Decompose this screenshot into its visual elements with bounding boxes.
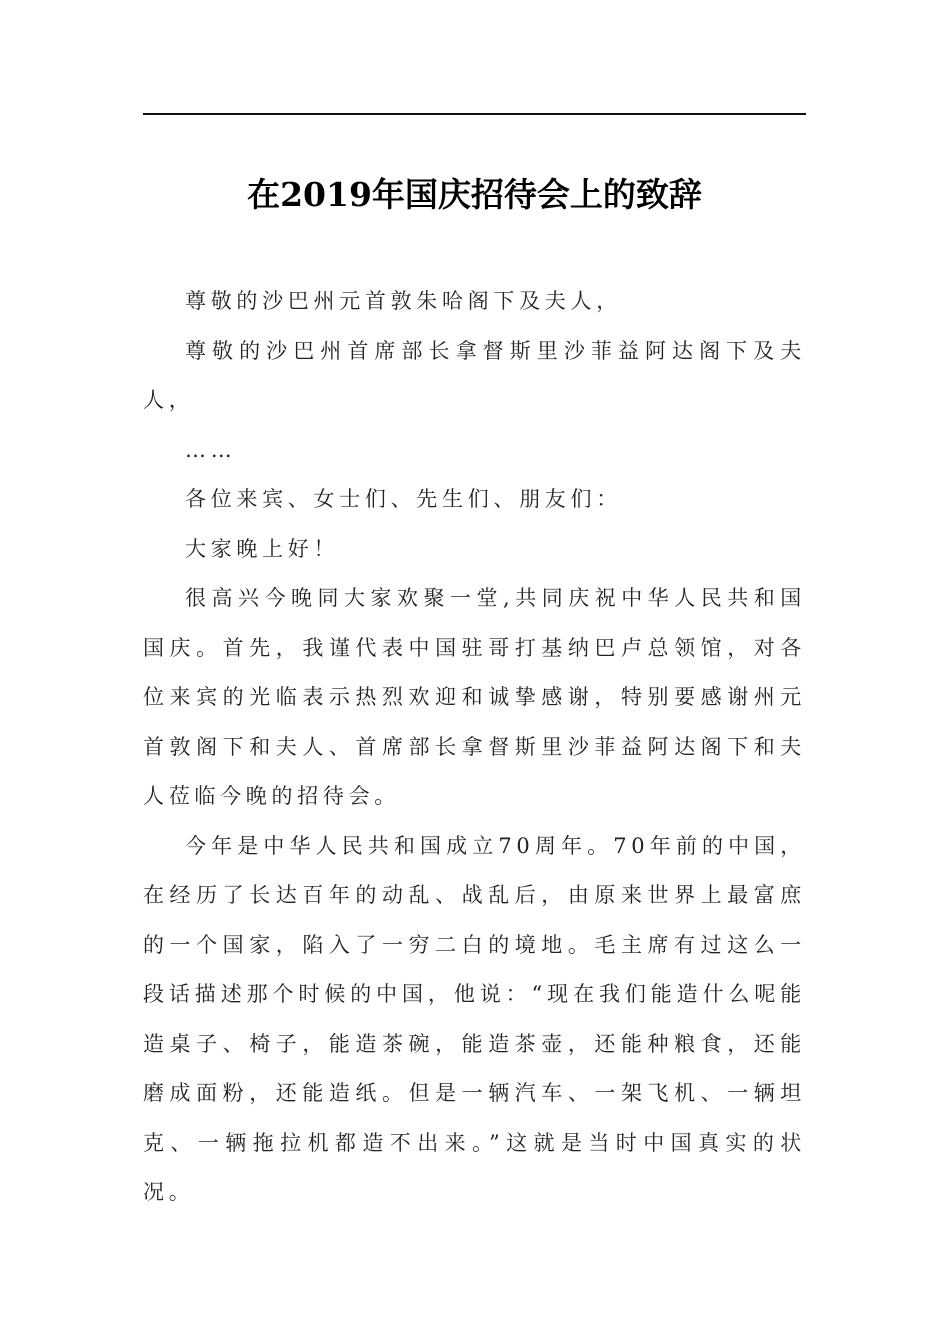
salutation-governor: 尊敬的沙巴州元首敦朱哈阁下及夫人， (185, 289, 622, 313)
header-rule (143, 113, 806, 115)
paragraph-anniversary: 今年是中华人民共和国成立70周年。70年前的中国，在经历了长达百年的动乱、战乱后，由原来世界上最富庶的一个国家，陷入了一穷二白的境地。毛主席有过这么一段话描述那个时候的中国，他说：“现在我们能造什么呢能造桌子、椅子，能造茶碗，能造茶壶，还能种粮食，还能磨成面粉，还能造纸。但是一辆汽车、一架飞机、一辆坦克、一辆拖拉机都造不出来。”这就是当时中国真实的状况。 (143, 833, 806, 1204)
salutation-chief-minister: 尊敬的沙巴州首席部长拿督斯里沙菲益阿达阁下及夫人， (143, 338, 806, 412)
document-body (143, 277, 806, 1218)
paragraph-welcome: 很高兴今晚同大家欢聚一堂,共同庆祝中华人民共和国国庆。首先，我谨代表中国驻哥打基纳巴卢总领馆，对各位来宾的光临表示热烈欢迎和诚挚感谢，特别要感谢州元首敦阁下和夫人、首席部长拿督斯里沙菲益阿达阁下和夫人莅临今晚的招待会。 (143, 586, 806, 808)
document-title: 在2019年国庆招待会上的致辞 (247, 175, 702, 214)
ellipsis-line: …… (185, 437, 237, 462)
greeting: 大家晚上好！ (185, 536, 340, 561)
salutation-guests: 各位来宾、女士们、先生们、朋友们： (185, 487, 622, 511)
